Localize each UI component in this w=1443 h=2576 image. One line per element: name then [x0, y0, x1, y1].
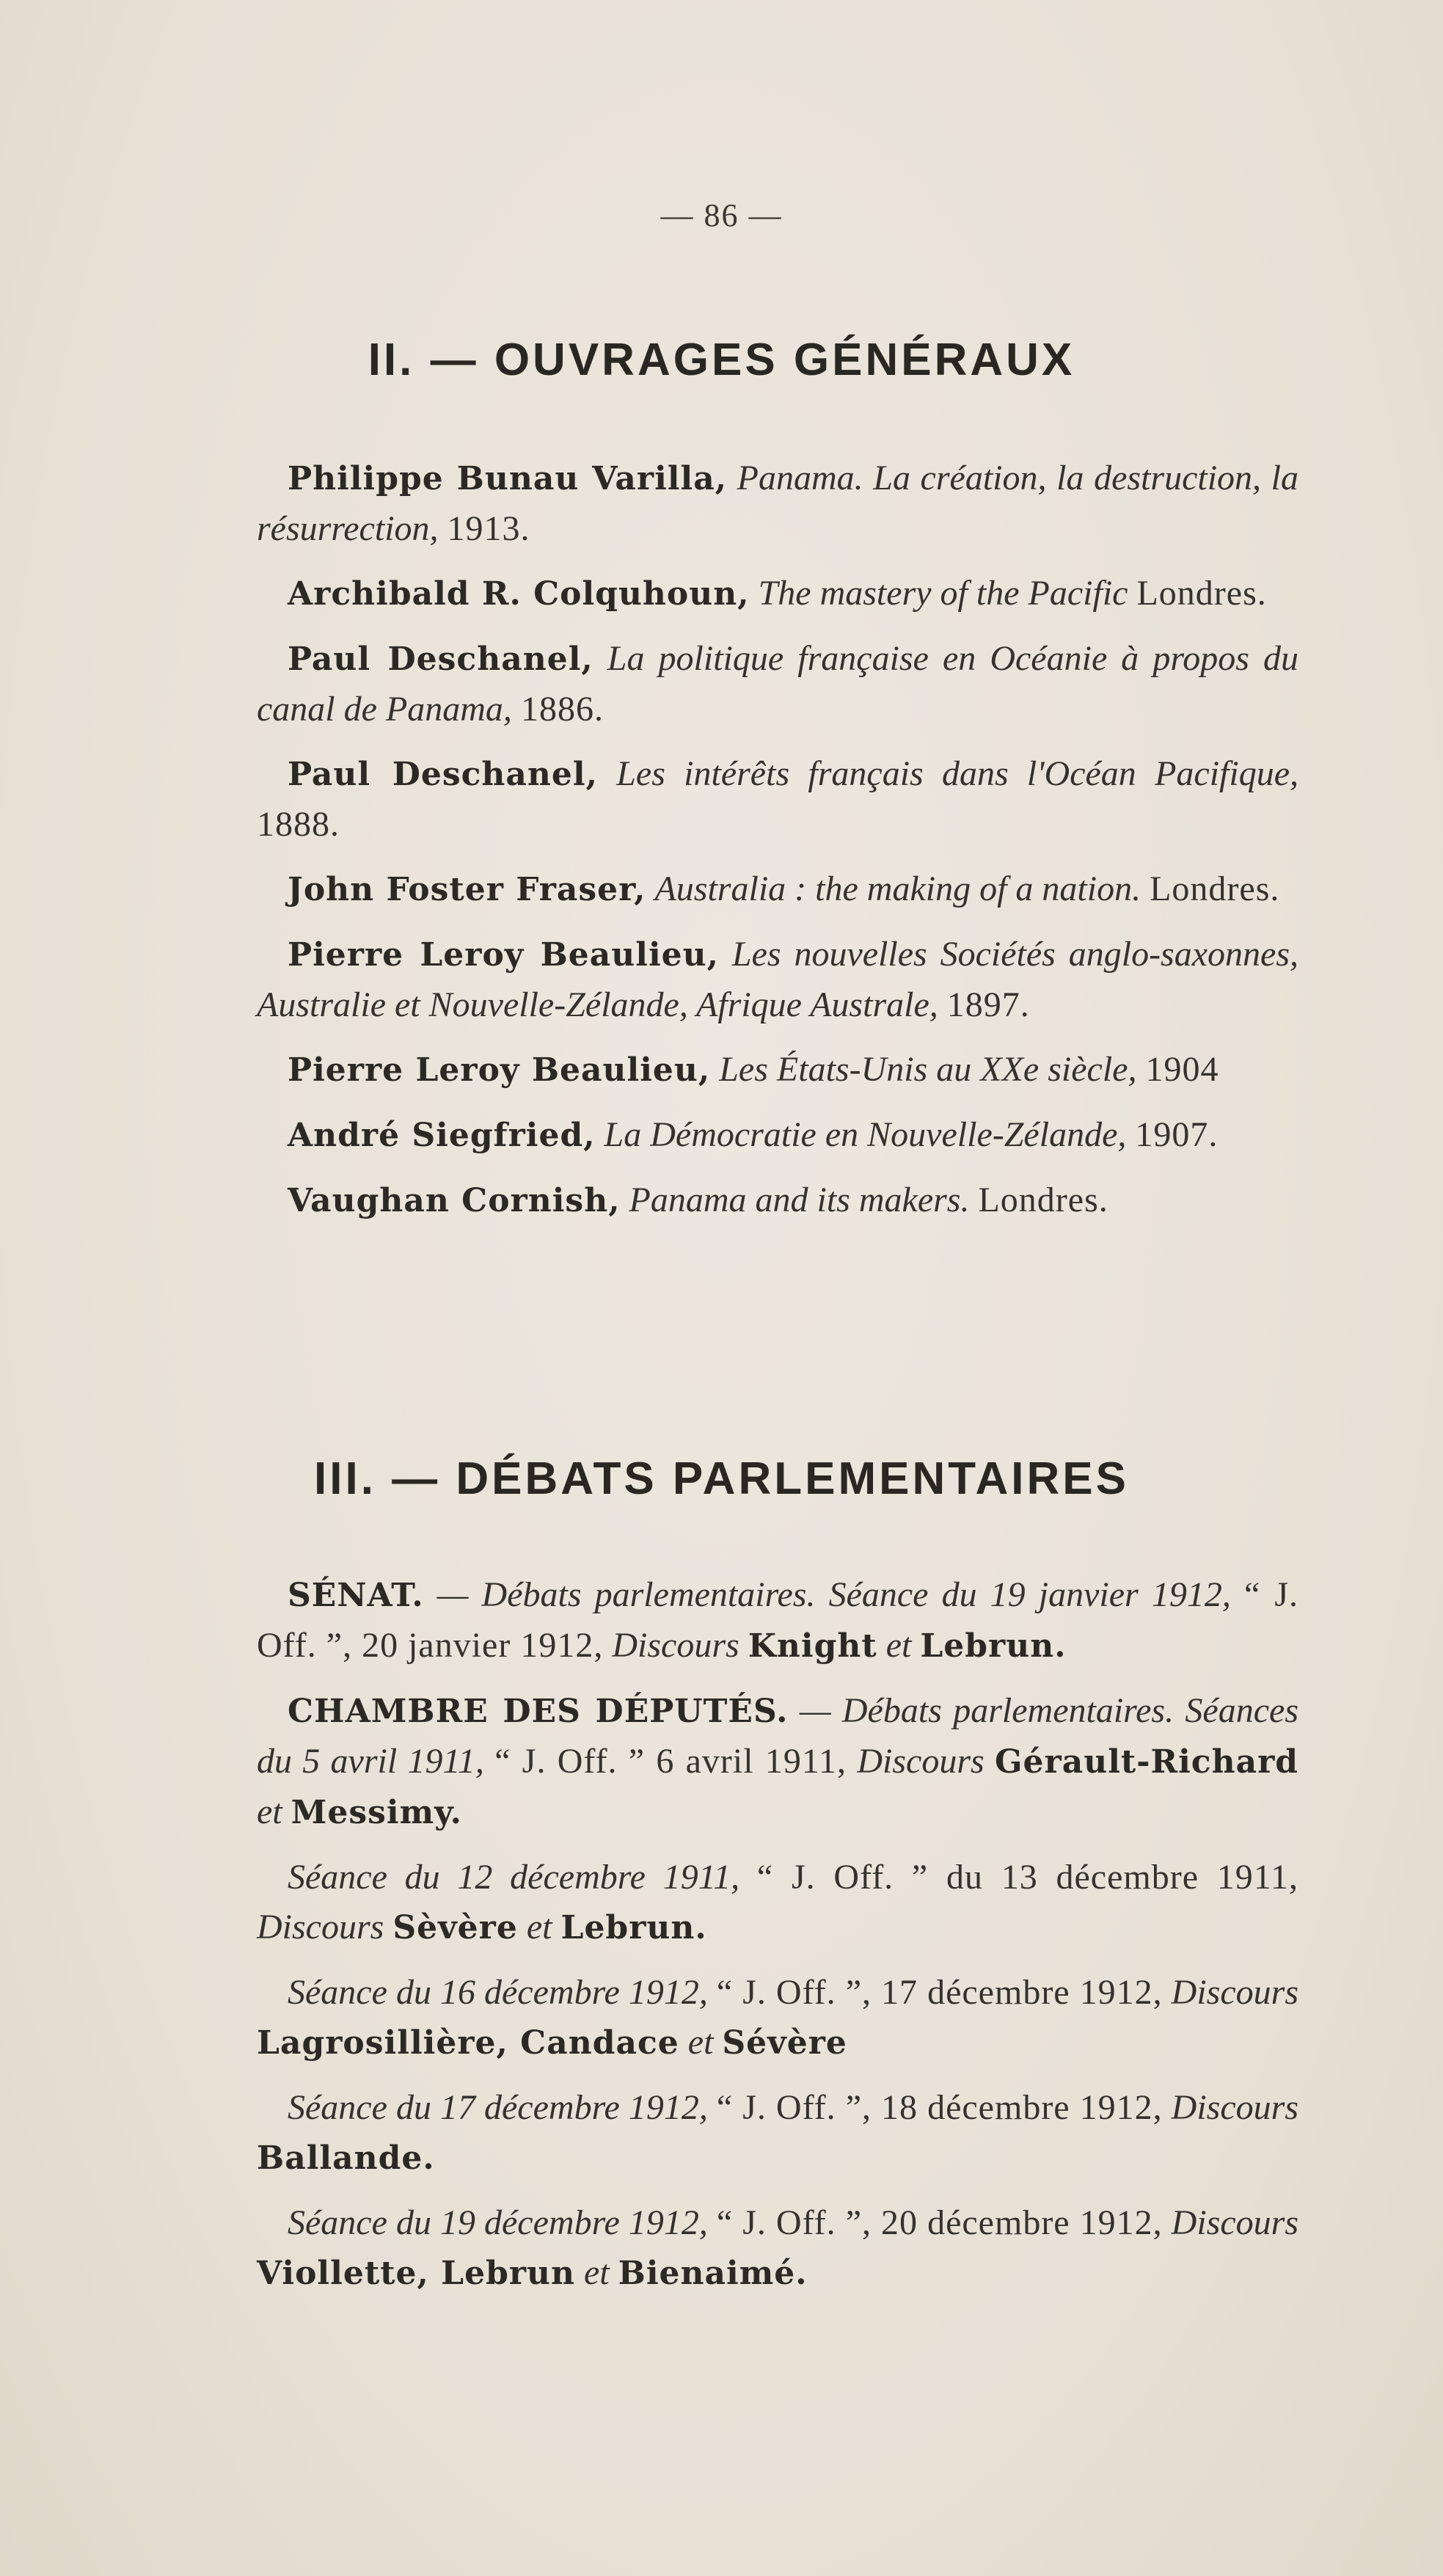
bibliography-entry: [257, 1045, 1298, 1095]
bibliography-entry: [257, 634, 1298, 734]
entry-title: Panama. La création, la destruction, la résurrection,: [257, 459, 1298, 548]
entry-chamber: SÉNAT.: [288, 1577, 424, 1614]
entry-place: Londres.: [1150, 869, 1280, 908]
debate-entry: [257, 2198, 1298, 2299]
entry-speakers: Sèvère: [392, 1909, 518, 1946]
entry-date: 1888.: [257, 805, 340, 844]
entry-journal: “ J. Off. ”, 18 décembre 1912,: [716, 2088, 1163, 2127]
entry-speakers: Gérault-Richard: [994, 1743, 1299, 1781]
entry-author: John Foster Fraser,: [288, 871, 646, 908]
debate-entry: [257, 1968, 1298, 2068]
entry-session: Séance du 12 décembre 1911,: [288, 1858, 740, 1897]
entry-conjunction: et: [687, 2023, 714, 2062]
bibliography-entry: [257, 930, 1298, 1030]
entry-discours-label: Discours: [857, 1742, 984, 1781]
entry-title: La politique française en Océanie à propos du canal de Panama,: [257, 639, 1299, 729]
bibliography-entry: [257, 1175, 1298, 1226]
entry-speakers: Sévère: [722, 2024, 847, 2062]
entry-discours-label: Discours: [1171, 2203, 1299, 2242]
bibliography-entry: [257, 569, 1298, 619]
entry-place: Londres.: [978, 1181, 1108, 1219]
entry-author: Vaughan Cornish,: [288, 1182, 621, 1219]
entry-date: 1913.: [447, 509, 530, 548]
entry-discours-label: Discours: [1171, 1973, 1299, 2012]
entry-chamber: CHAMBRE DES DÉPUTÉS.: [288, 1693, 789, 1730]
entry-author: Archibald R. Colquhoun,: [288, 575, 750, 613]
entry-title: Australia : the making of a nation.: [654, 869, 1141, 908]
section-heading-ouvrages-generaux: II. — OUVRAGES GÉNÉRAUX: [368, 335, 1075, 385]
page-number: — 86 —: [660, 197, 783, 233]
entry-speakers: Bienaimé.: [618, 2255, 808, 2292]
entry-title: Panama and its makers.: [629, 1181, 970, 1219]
bibliography-entry: [257, 1110, 1298, 1161]
entry-title: Les intérêts français dans l'Océan Pacifique,: [616, 754, 1299, 793]
entry-journal: “ J. Off. ”, 17 décembre 1912,: [716, 1973, 1163, 2012]
entry-title: Les nouvelles Sociétés anglo-saxonnes, Australie et Nouvelle-Zélande, Afrique Australe,: [257, 935, 1299, 1024]
entry-conjunction: et: [526, 1908, 552, 1946]
entry-journal: “ J. Off. ” du 13 décembre 1911,: [756, 1858, 1299, 1897]
bibliography-entry: [257, 864, 1298, 915]
entry-title: La Démocratie en Nouvelle-Zélande,: [604, 1115, 1127, 1154]
entry-author: Paul Deschanel,: [288, 756, 598, 793]
entry-date: 1907.: [1135, 1115, 1219, 1154]
entry-discours-label: Discours: [257, 1908, 384, 1946]
debate-entry: [257, 1686, 1298, 1838]
entry-session: — Débats parlementaires. Séance du 19 janvier 1912,: [436, 1575, 1231, 1614]
entry-title: Les États-Unis au XXe siècle,: [719, 1050, 1137, 1089]
entry-author: Paul Deschanel,: [288, 641, 593, 678]
entry-journal: “ J. Off. ” 6 avril 1911,: [494, 1742, 847, 1781]
entry-speakers: Ballande.: [257, 2139, 435, 2177]
entry-discours-label: Discours: [612, 1626, 739, 1665]
entry-conjunction: et: [584, 2253, 610, 2292]
entry-speakers: Messimy.: [291, 1794, 462, 1831]
entry-discours-label: Discours: [1171, 2088, 1299, 2127]
entry-session: — Débats parlementaires. Séances du 5 avril 1911,: [257, 1691, 1299, 1781]
debate-entry: [257, 1570, 1298, 1671]
entry-speakers: Lagrosillière, Candace: [257, 2024, 679, 2062]
entry-date: 1897.: [946, 985, 1030, 1024]
entry-speakers: Lebrun.: [920, 1627, 1067, 1665]
entry-speakers: Knight: [748, 1627, 877, 1665]
entry-conjunction: et: [885, 1626, 912, 1665]
entry-author: Philippe Bunau Varilla,: [288, 460, 728, 497]
entry-date: 1886.: [520, 690, 604, 729]
bibliography-entry: [257, 453, 1298, 554]
entry-speakers: Lebrun.: [560, 1909, 707, 1946]
bibliography-list-debats: [257, 1570, 1298, 2313]
entry-journal: “ J. Off. ”, 20 décembre 1912,: [716, 2203, 1163, 2242]
entry-date: 1904: [1145, 1050, 1219, 1089]
entry-session: Séance du 16 décembre 1912,: [288, 1973, 708, 2012]
entry-title: The mastery of the Pacific: [758, 574, 1128, 613]
entry-place: Londres.: [1136, 574, 1267, 613]
entry-conjunction: et: [257, 1792, 282, 1831]
entry-session: Séance du 19 décembre 1912,: [288, 2203, 708, 2242]
section-heading-debats-parlementaires: III. — DÉBATS PARLEMENTAIRES: [314, 1453, 1129, 1504]
entry-speakers: Viollette, Lebrun: [257, 2255, 575, 2292]
entry-author: Pierre Leroy Beaulieu,: [288, 936, 719, 974]
bibliography-entry: [257, 749, 1298, 850]
bibliography-list-ouvrages: [257, 453, 1298, 1241]
entry-author: Pierre Leroy Beaulieu,: [288, 1051, 711, 1089]
entry-journal: “ J. Off. ”, 20 janvier 1912,: [257, 1575, 1299, 1665]
debate-entry: [257, 2083, 1298, 2183]
entry-author: André Siegfried,: [288, 1117, 596, 1154]
entry-session: Séance du 17 décembre 1912,: [288, 2088, 708, 2127]
debate-entry: [257, 1853, 1298, 1953]
